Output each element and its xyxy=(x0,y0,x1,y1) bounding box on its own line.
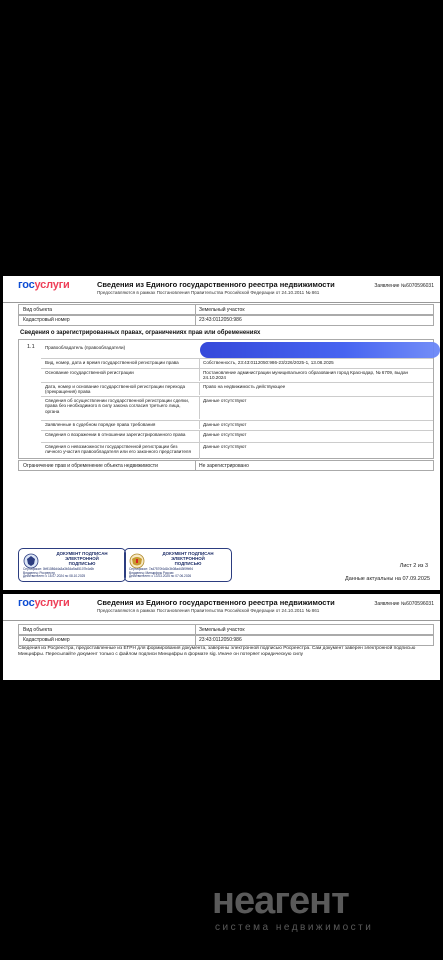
rights-row: Сведения о возражении в отношении зарегистрированного права Данные отсутствуют xyxy=(41,430,433,443)
document-subtitle: Предоставляются в рамках Постановления Правительства Российской Федерации от 24.10.2011 № 861 xyxy=(97,290,320,295)
gosuslugi-logo: госуслуги xyxy=(18,597,70,609)
rights-row: Правообладатель (правообладатели) xyxy=(45,345,126,350)
row-cadastral-number: Кадастровый номер 23:43:0112050:986 xyxy=(18,634,434,646)
row-object-type: Вид объекта Земельный участок xyxy=(18,304,434,316)
neagent-tagline: система недвижимости xyxy=(215,922,374,933)
neagent-logo: неагент xyxy=(212,880,349,922)
extract-page-1 xyxy=(3,276,440,590)
application-number: Заявление №6070596031 xyxy=(374,601,434,607)
document-title: Сведения из Единого государственного реестра недвижимости xyxy=(97,598,335,607)
row-restriction: Ограничение прав и обременение объекта недвижимости Не зарегистрировано xyxy=(18,460,434,471)
rights-number: 1.1 xyxy=(27,344,35,350)
signature-note: Сведения из Росреестра, предоставленные из ЕГРН для формирования документа, заверены электронной подписью Росреестра. Сам документ заверен электронной подписью Минцифры. Пересылайте документ только с файлом подписи Минцифры в формате sig. Иначе он потеряет юридическую силу xyxy=(18,646,416,657)
section-rights-title: Сведения о зарегистрированных правах, ограничениях прав или обременениях xyxy=(20,330,261,336)
rights-row: Сведения о невозможности государственной регистрации без личного участия правообладателя или его законного представителя Данные отсутствуют xyxy=(41,442,433,459)
page-header xyxy=(3,594,440,621)
stamp-cert-info: Сертификат: 7a47570f4d1b3b08ad43f0ffb94 Владелец: Минцифры России Действителен: с 13.03.2025 по 07.06.2026 xyxy=(129,567,194,579)
stamp-cert-info: Сертификат: 0b91086d4a3a3b34a5a45107b4c6b Владелец: Росреестр Действителен: с 15.07.2024 по 08.10.2025 xyxy=(23,567,95,579)
document-title: Сведения из Единого государственного реестра недвижимости xyxy=(97,280,335,289)
redacted-owner-mark xyxy=(200,342,440,358)
rights-row: Сведения об осуществлении государственной регистрации сделки, права без необходимого в силу закона согласия третьего лица, органа Данные отсутствуют xyxy=(41,396,433,419)
extract-page-3 xyxy=(3,594,440,680)
signature-stamp-mintsifry: ДОКУМЕНТ ПОДПИСАН ЭЛЕКТРОННОЙ ПОДПИСЬЮ Сертификат: 7a47570f4d1b3b08ad43f0ffb94 Владелец: Минцифры России Действителен: с 13.03.2025 по 07.06.2026 xyxy=(124,548,232,582)
page-header xyxy=(3,276,440,303)
gosuslugi-logo: госуслуги xyxy=(18,279,70,291)
document-subtitle: Предоставляются в рамках Постановления Правительства Российской Федерации от 24.10.2011 № 861 xyxy=(97,608,320,613)
row-cadastral-number: Кадастровый номер 23:43:0112050:986 xyxy=(18,314,434,326)
sheet-number: Лист 2 из 3 xyxy=(399,563,428,569)
data-actual-date: Данные актуальны на 07.09.2025 xyxy=(345,576,430,582)
rights-row: Дата, номер и основание государственной регистрации перехода (прекращения) права Право на недвижимость действующее xyxy=(41,382,433,395)
row-object-type: Вид объекта Земельный участок xyxy=(18,624,434,636)
rights-row: Основание государственной регистрации Постановление администрации муниципального образования город Краснодар, № 6709, выдан 24.10.2024 xyxy=(41,368,433,381)
application-number: Заявление №6070596031 xyxy=(374,283,434,289)
rights-row: Вид, номер, дата и время государственной регистрации права Собственность, 23:43:0112050:986-23/226/2025-1, 13.08.2025 xyxy=(41,358,433,369)
rights-row: Заявленные в судебном порядке права требования Данные отсутствуют xyxy=(41,420,433,429)
signature-stamp-rosreestr: ДОКУМЕНТ ПОДПИСАН ЭЛЕКТРОННОЙ ПОДПИСЬЮ Сертификат: 0b91086d4a3a3b34a5a45107b4c6b Владелец: Росреестр Действителен: с 15.07.2024 по 08.10.2025 xyxy=(18,548,126,582)
